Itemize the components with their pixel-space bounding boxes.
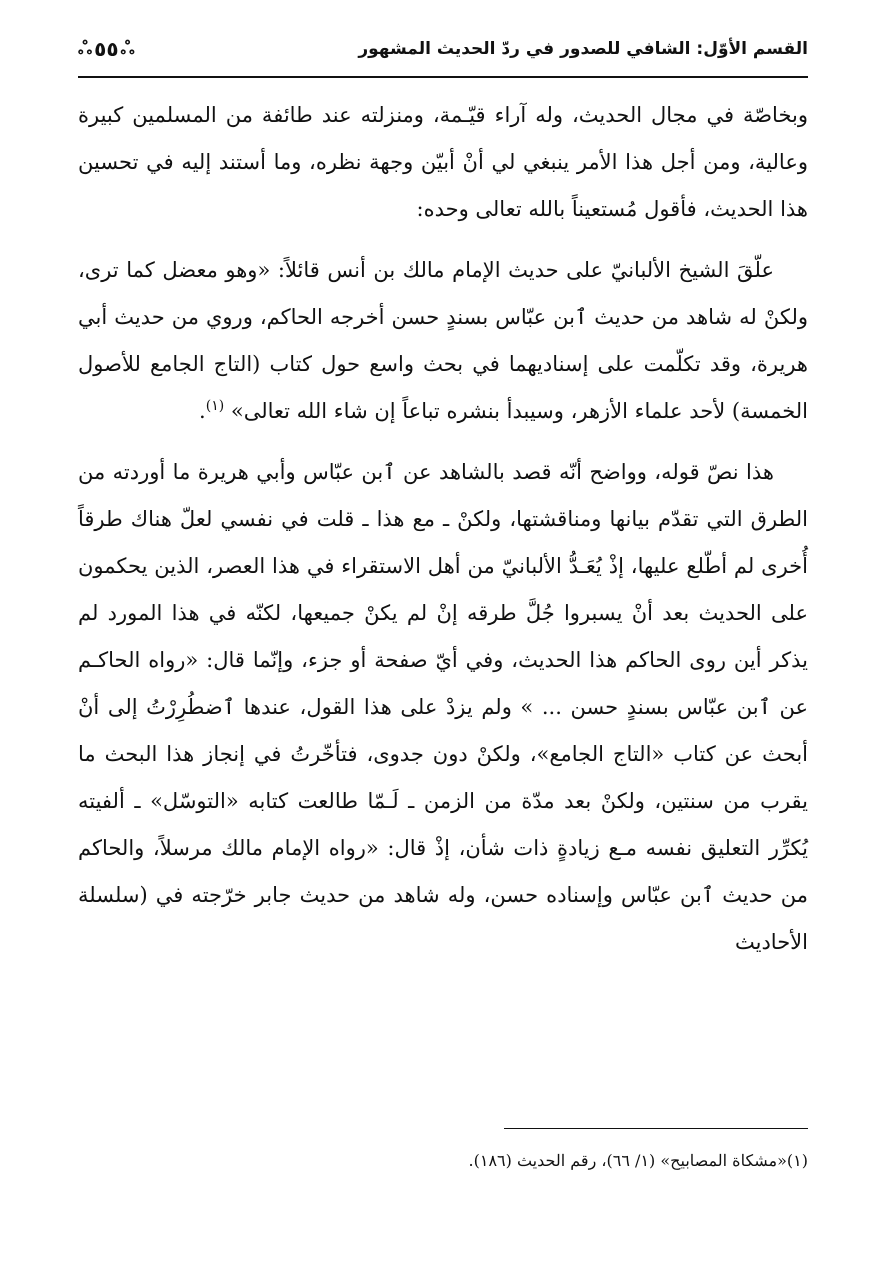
paragraph-2-period: .	[199, 399, 206, 423]
body-text	[78, 92, 808, 966]
page-number-ornament	[78, 37, 135, 61]
flourish-icon: ஃ	[120, 38, 135, 59]
running-title: القسم الأوّل: الشافي للصدور في ردّ الحديث المشهور	[358, 39, 808, 59]
flourish-icon: ஃ	[78, 38, 93, 59]
header-rule	[78, 76, 808, 78]
footnote: (١)«مشكاة المصابيح» (١/ ٦٦)، رقم الحديث (١٨٦).	[468, 1151, 808, 1170]
paragraph-2-text: علّقَ الشيخ الألبانيّ على حديث الإمام مالك بن أنس قائلاً: «وهو معضل كما ترى، ولكنْ له شاهد من حديث ٱبن عبّاس بسندٍ حسن أخرجه الحاكم، وروي من حديث أبي هريرة، وقد تكلّمت على إسناديهما في بحث واسع حول كتاب (التاج الجامع للأصول الخمسة) لأحد علماء الأزهر، وسيبدأ بنشره تباعاً إن شاء الله تعالى»	[78, 258, 808, 423]
paragraph-2	[78, 247, 808, 435]
paragraph-1: وبخاصّة في مجال الحديث، وله آراء قيّـمة، ومنزلته عند طائفة من المسلمين كبيرة وعالية، ومن أجل هذا الأمر ينبغي لي أنْ أبيّن وجهة نظره، وما أستند إليه في تحسين هذا الحديث، فأقول مُستعيناً بالله تعالى وحده:	[78, 103, 808, 221]
page-header	[78, 30, 808, 68]
footnote-rule	[504, 1128, 808, 1129]
page-number: ٥٥	[94, 37, 119, 61]
footnote-reference: (١)	[205, 398, 225, 414]
paragraph-3: هذا نصّ قوله، وواضح أنّه قصد بالشاهد عن ٱبن عبّاس وأبي هريرة ما أوردته من الطرق التي تقدّم بيانها ومناقشتها، ولكنْ ـ مع هذا ـ قلت في نفسي لعلّ هناك طرقاً أُخرى لم أطّلع عليها، إذْ يُعَـدُّ الألبانيّ من أهل الاستقراء في هذا العصر، الذين يحكمون على الحديث بعد أنْ يسبروا جُلَّ طرقه إنْ لم يكنْ جميعها، لكنّه في هذا المورد لم يذكر أين روى الحاكم هذا الحديث، وفي أيّ صفحة أو جزء، وإنّما قال: «رواه الحاكـم عن ٱبن عبّاس بسندٍ حسن ... » ولم يزدْ على هذا القول، عندها ٱضطُرِرْتُ إلى أنْ أبحث عن كتاب «التاج الجامع»، ولكنْ دون جدوى، فتأخّرتُ في إنجاز هذا البحث ما يقرب من سنتين، ولكنْ بعد مدّة من الزمن ـ لَـمّا طالعت كتابه «التوسّل» ـ ألفيته يُكرِّر التعليق نفسه مـع زيادةٍ ذات شأن، إذْ قال: «رواه الإمام مالك مرسلاً، والحاكم من حديث ٱبن عبّاس وإسناده حسن، وله شاهد من حديث جابر خرّجته في (سلسلة الأحاديث	[78, 460, 808, 954]
